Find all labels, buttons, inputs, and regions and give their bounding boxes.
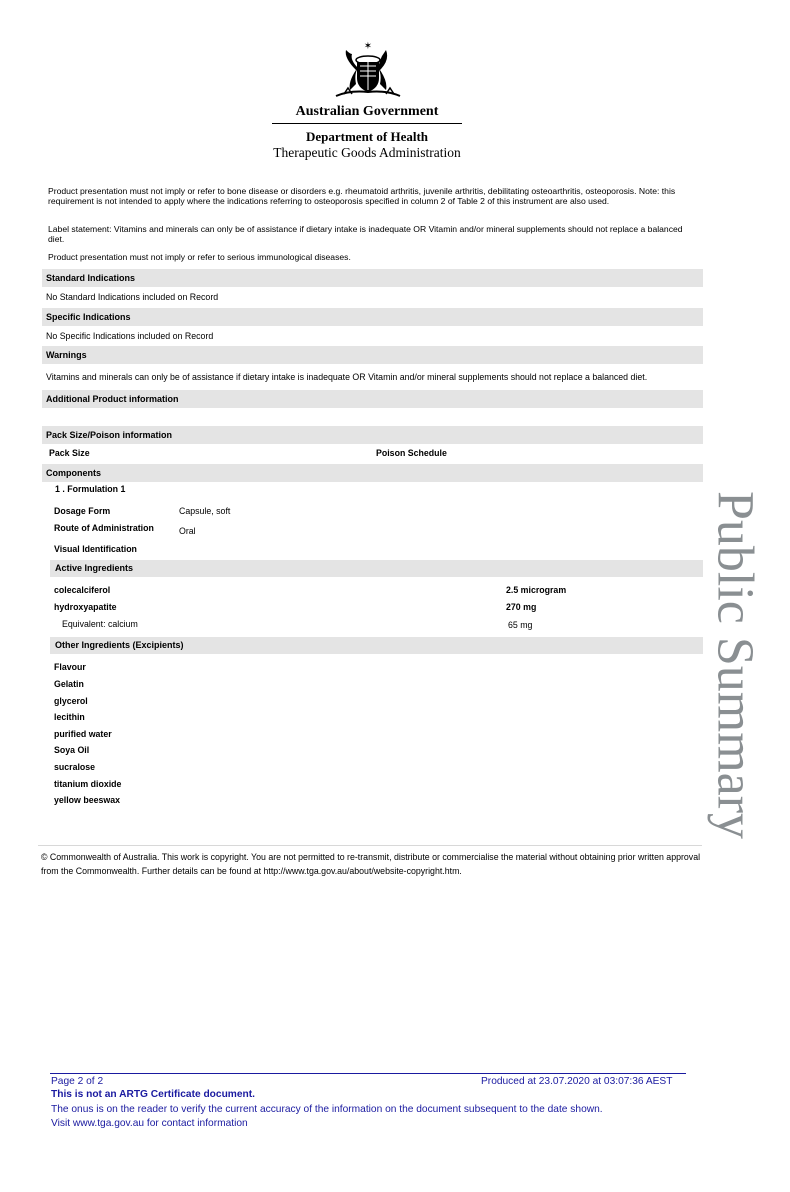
header-divider xyxy=(272,123,462,124)
svg-text:✶: ✶ xyxy=(363,41,373,52)
section-title: Specific Indications xyxy=(46,312,131,322)
ingredient-name: hydroxyapatite xyxy=(54,602,117,612)
dosage-form-label: Dosage Form xyxy=(54,506,111,516)
other-ingredients-header xyxy=(50,637,703,654)
additional-info-header xyxy=(42,390,703,408)
ingredient-amount: 270 mg xyxy=(506,602,537,612)
department-title: Department of Health xyxy=(305,129,429,144)
excipient-item: sucralose xyxy=(54,762,96,772)
standard-indications-text: No Standard Indications included on Record xyxy=(46,292,219,302)
not-certificate-notice: This is not an ARTG Certificate document. xyxy=(51,1089,255,1100)
government-title: Australian Government xyxy=(295,104,439,119)
route-value: Oral xyxy=(179,526,196,536)
agency-title: Therapeutic Goods Administration xyxy=(273,145,461,160)
copyright-notice: © Commonwealth of Australia. This work is copyright. You are not permitted to re-transmit, distribute or commercialise the material without obtaining prior written approval from the Commonwealth. Further details can be found at http://www.tga.gov.au/about/website-copyright.htm. xyxy=(41,852,701,876)
warnings-header xyxy=(42,346,703,364)
dosage-form-value: Capsule, soft xyxy=(179,506,231,516)
coat-of-arms-emblem xyxy=(330,40,406,100)
specific-indications-text: No Specific Indications included on Record xyxy=(46,331,214,341)
components-header xyxy=(42,464,703,482)
excipient-item: Gelatin xyxy=(54,679,84,689)
section-title: Additional Product information xyxy=(46,394,179,404)
equivalent-name: Equivalent: calcium xyxy=(62,619,138,629)
copyright-divider xyxy=(38,845,702,846)
excipient-item: glycerol xyxy=(54,696,88,706)
specific-indications-header xyxy=(42,308,703,326)
footer-divider xyxy=(50,1073,686,1074)
section-title: Pack Size/Poison information xyxy=(46,430,173,440)
intro-paragraph-1: Product presentation must not imply or refer to bone disease or disorders e.g. rheumatoid arthritis, juvenile arthritis, debilitating osteoarthritis, osteoporosis. Note: this requirement is not intended to apply where the indications referring to osteoporosis specified in column 2 of Table 2 of this instrument are also used. xyxy=(48,186,676,206)
excipient-item: Flavour xyxy=(54,662,86,672)
excipient-item: lecithin xyxy=(54,712,85,722)
active-ingredients-header xyxy=(50,560,703,577)
intro-paragraph-3: Product presentation must not imply or refer to serious immunological diseases. xyxy=(48,252,351,262)
equivalent-amount: 65 mg xyxy=(508,620,533,630)
onus-notice: The onus is on the reader to verify the current accuracy of the information on the document subsequent to the date shown. xyxy=(51,1104,603,1115)
section-title: Other Ingredients (Excipients) xyxy=(55,640,184,650)
visual-identification-label: Visual Identification xyxy=(54,544,137,554)
poison-schedule-column-header: Poison Schedule xyxy=(376,448,447,458)
side-label-text: Public Summary xyxy=(706,490,764,840)
excipient-item: Soya Oil xyxy=(54,745,90,755)
page-number: Page 2 of 2 xyxy=(51,1076,104,1087)
section-title: Components xyxy=(46,468,101,478)
excipient-item: yellow beeswax xyxy=(54,795,121,805)
pack-size-header xyxy=(42,426,703,444)
public-summary-side-label xyxy=(700,480,770,850)
intro-paragraph-2: Label statement: Vitamins and minerals can only be of assistance if dietary intake is inadequate OR Vitamin and/or mineral supplements should not replace a balanced diet. xyxy=(48,224,683,244)
pack-size-column-header: Pack Size xyxy=(49,448,90,458)
section-title: Warnings xyxy=(46,350,87,360)
excipient-item: purified water xyxy=(54,729,112,739)
route-label: Route of Administration xyxy=(54,523,154,533)
formulation-title: 1 . Formulation 1 xyxy=(55,484,126,494)
warnings-text: Vitamins and minerals can only be of assistance if dietary intake is inadequate OR Vitamin and/or mineral supplements should not replace a balanced diet. xyxy=(46,372,648,382)
ingredient-amount: 2.5 microgram xyxy=(506,585,567,595)
excipient-item: titanium dioxide xyxy=(54,779,122,789)
section-title: Active Ingredients xyxy=(55,563,134,573)
ingredient-name: colecalciferol xyxy=(54,585,111,595)
produced-timestamp: Produced at 23.07.2020 at 03:07:36 AEST xyxy=(481,1076,673,1087)
standard-indications-header xyxy=(42,269,703,287)
section-title: Standard Indications xyxy=(46,273,136,283)
contact-info: Visit www.tga.gov.au for contact information xyxy=(51,1118,248,1129)
